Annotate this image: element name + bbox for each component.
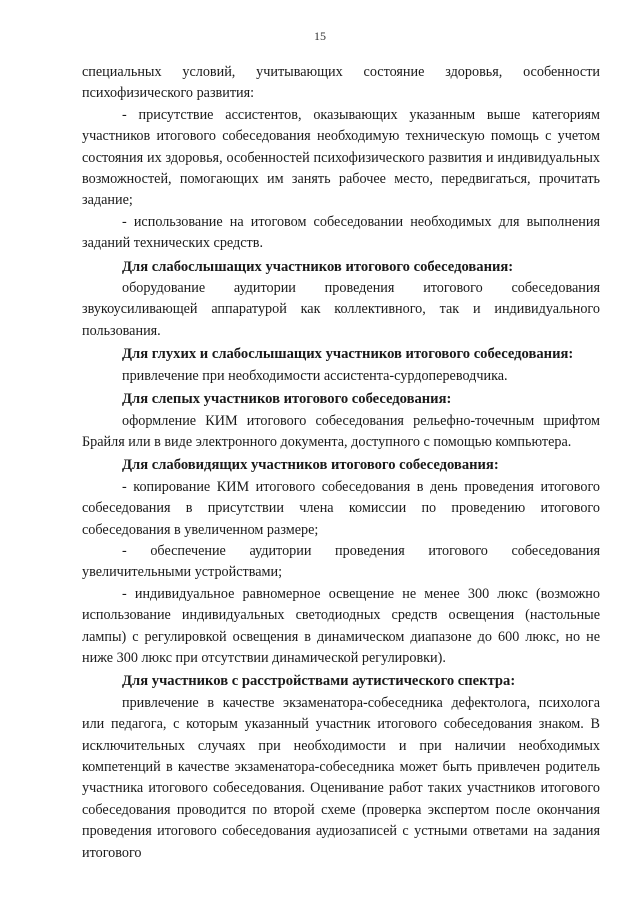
paragraph: оборудование аудитории проведения итогового собеседования звукоусиливающей аппаратурой как коллективного, так и индивидуального пользования.	[82, 280, 600, 339]
paragraph: оформление КИМ итогового собеседования рельефно-точечным шрифтом Брайля или в виде электронного документа, доступного с помощью компьютера.	[82, 412, 600, 450]
section-heading: Для слепых участников итогового собеседования:	[122, 391, 452, 408]
paragraph: - использование на итоговом собеседовании необходимых для выполнения заданий технических средств.	[82, 213, 600, 252]
section-heading: Для слабовидящих участников итогового собеседования:	[122, 457, 499, 474]
paragraph: привлечение при необходимости ассистента-сурдопереводчика.	[122, 367, 508, 384]
paragraph: - копирование КИМ итогового собеседования в день проведения итогового собеседования в присутствии члена комиссии по проведению итогового собеседования в увеличенном размере;	[82, 478, 600, 538]
paragraph: привлечение в качестве экзаменатора-собеседника дефектолога, психолога или педагога, с которым указанный участник итогового собеседования знаком. В исключительных случаях при необходимости и при наличии необходимых компетенций в качестве экзаменатора-собеседника может быть привлечен родитель участника итогового собеседования. Оценивание работ таких участников итогового собеседования проводится по второй схеме (проверка экспертом после окончания проведения итогового собеседования аудиозаписей с устными ответами на задания итогового	[82, 694, 600, 861]
paragraph: специальных условий, учитывающих состояние здоровья, особенности психофизического развития:	[82, 64, 600, 102]
section-heading: Для глухих и слабослышащих участников итогового собеседования:	[122, 346, 574, 363]
paragraph: - индивидуальное равномерное освещение не менее 300 люкс (возможно использование индивидуальных светодиодных средств освещения (настольные лампы) с регулировкой освещения в динамическом диапазоне до 600 люкс, но не ниже 300 люкс при отсутствии динамической регулировки).	[82, 585, 600, 666]
document-body	[82, 62, 600, 864]
page-number: 15	[314, 29, 326, 43]
section-heading: Для участников с расстройствами аутистического спектра:	[122, 673, 516, 690]
paragraph: - обеспечение аудитории проведения итогового собеседования увеличительными устройствами;	[82, 542, 600, 581]
section-heading: Для слабослышащих участников итогового собеседования:	[122, 258, 514, 275]
paragraph: - присутствие ассистентов, оказывающих указанным выше категориям участников итогового собеседования необходимую техническую помощь с учетом состояния их здоровья, особенностей психофизического развития и индивидуальных возможностей, помогающих им занять рабочее место, передвигаться, прочитать задание;	[82, 106, 600, 209]
